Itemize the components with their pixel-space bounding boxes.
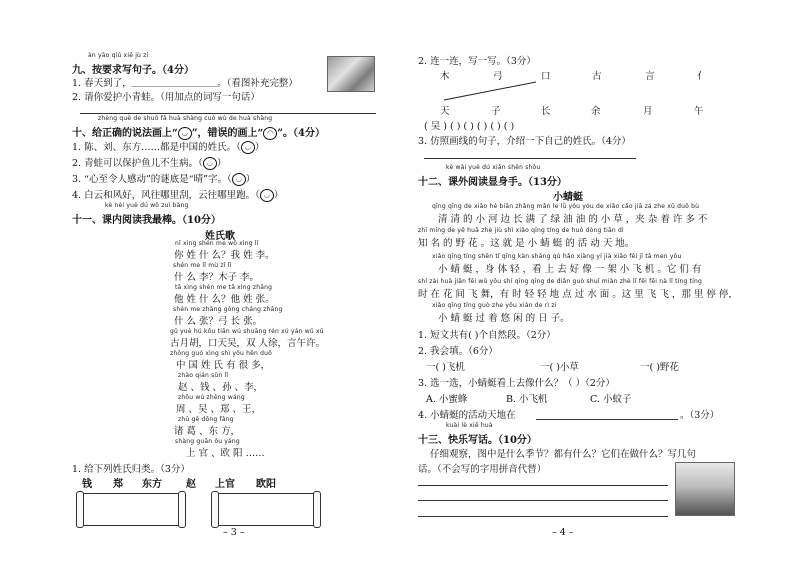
story-q4-end: 。（3分） bbox=[680, 410, 720, 421]
q9-item-2: 2. 请你爱护小青蛙。（用加点的词写一句话） bbox=[72, 92, 260, 103]
poem-py-9: zhū gě dōng fāng bbox=[178, 416, 234, 423]
story-line-2: 知 名 的 野 花 。这 就 是 小 蜻 蜓 的 活 动 天 地。 bbox=[418, 238, 635, 249]
poem-line-5: 古月胡，口天吴，双 人徐，言午许。 bbox=[170, 338, 326, 349]
q13-pinyin: kuài lè xiě huà bbox=[446, 422, 493, 429]
story-q3: 3. 选一选，小蜻蜓看上去像什么？（ ）（2分） bbox=[418, 378, 615, 389]
poem-line-8: 周 、吴 、郑 、王， bbox=[176, 404, 262, 415]
poem-line-10: 上 官 、欧 阳 …… bbox=[186, 448, 265, 459]
writing-line[interactable] bbox=[418, 516, 668, 517]
q2-title: 2. 连一连，写一写。（3分） bbox=[418, 56, 536, 67]
q11-item-1: 1. 给下列姓氏归类。（3分） bbox=[72, 464, 190, 475]
poem-py-5: gǔ yuè hú kǒu tiān wú shuāng rén xú yán wǔ xǔ bbox=[170, 328, 324, 335]
sad-face-icon: ◠ bbox=[263, 127, 277, 140]
q9-title: 九、按要求写句子。（4分） bbox=[72, 65, 194, 76]
smile-face-icon: ◡ bbox=[178, 127, 192, 140]
q9-pinyin: àn yāo qiú xiě jù zi bbox=[88, 52, 149, 59]
bottom-char-6: 午 bbox=[694, 106, 704, 117]
poem-line-7: 赵 、钱 、孙 、李， bbox=[178, 382, 264, 393]
q12-pinyin: kè wài yuè dú xiǎn shēn shǒu bbox=[446, 164, 541, 171]
poem-py-2: shén me lǐ mù zǐ lǐ bbox=[173, 262, 232, 269]
q10-title-end: ”。（4分） bbox=[277, 128, 325, 139]
story-line-1: 清 清 的 小 河 边 长 满 了 绿 油 油 的 小 草 ，夹 杂 着 许 多 不 bbox=[438, 214, 708, 225]
page-number-3: – 3 – bbox=[223, 527, 245, 538]
q13-title: 十三、快乐写话。（10分） bbox=[418, 435, 537, 446]
poem-line-6: 中 国 姓 氏 有 很 多， bbox=[176, 360, 271, 371]
q10-item-4: 4. 白云和风好，风往哪里刮，云往哪里跑。（ ◡ ） bbox=[72, 190, 284, 201]
q10-title-start: 十、给正确的说法画上“ bbox=[72, 128, 178, 139]
q13-text-1: 仔细观察，图中是什么季节？都有什么？它们在做什么？写几句 bbox=[430, 449, 697, 460]
answer-line bbox=[536, 419, 678, 420]
top-char-2: 弓 bbox=[493, 71, 503, 82]
surname-4: 赵 bbox=[186, 479, 196, 490]
answer-line bbox=[80, 113, 376, 114]
surname-6: 欧阳 bbox=[256, 479, 276, 490]
smile-face-icon: ◡ bbox=[260, 189, 274, 202]
q10-item-2: 2. 青蛙可以保护鱼儿不生病。（ ◡ ） bbox=[72, 158, 227, 169]
poem-py-8: zhōu wú zhèng wáng bbox=[178, 394, 245, 401]
winter-scene-picture bbox=[675, 462, 735, 516]
story-q1: 1. 短文共有( )个自然段。（2分） bbox=[418, 330, 556, 341]
top-char-6: 亻 bbox=[697, 71, 707, 82]
story-title: 小蜻蜓 bbox=[553, 192, 583, 203]
surname-2: 郑 bbox=[113, 479, 123, 490]
smile-face-icon: ◡ bbox=[241, 141, 255, 154]
option-c: C. 小蚊子 bbox=[590, 394, 632, 405]
smile-face-icon: ◡ bbox=[232, 173, 246, 186]
fill-3: 一( )野花 bbox=[640, 362, 679, 373]
option-a: A. 小蜜蜂 bbox=[426, 394, 468, 405]
bottom-char-4: 余 bbox=[591, 106, 601, 117]
q10-title bbox=[72, 124, 325, 140]
story-py-3: xiǎo qīng tíng shēn tǐ qīng kàn shàng qù hǎo xiàng yí jià xiǎo fēi jī tā men yǒu bbox=[432, 253, 682, 260]
writing-line[interactable] bbox=[418, 500, 668, 501]
story-py-4: shí zài huā jiān fēi wǔ yǒu shí qīng qīng de diǎn guò shuǐ miàn zhè lǐ fēi fēi nà lǐ tíng tíng bbox=[418, 278, 703, 285]
poem-title: 姓氏歌 bbox=[205, 231, 235, 242]
q11-title: 十一、课内阅读我最棒。（10分） bbox=[72, 215, 221, 226]
smile-face-icon: ◡ bbox=[203, 157, 217, 170]
q10-pinyin: zhèng què de shuō fǎ huà shàng cuò wù de huà shàng bbox=[98, 115, 273, 122]
story-line-4: 时 在 花 间 飞 舞，有 时 轻 轻 地 点 过 水 面 。这 里 飞 飞 ，那 里 停 停， bbox=[418, 289, 738, 300]
surname-1: 钱 bbox=[82, 479, 92, 490]
poem-line-2: 什 么 李？木子 李。 bbox=[174, 272, 260, 283]
blossom-picture bbox=[327, 56, 375, 92]
fill-2: 一( )小草 bbox=[540, 362, 579, 373]
top-char-4: 古 bbox=[592, 71, 602, 82]
poem-line-4: 什 么 张？弓 长 张。 bbox=[174, 316, 263, 327]
answer-line bbox=[424, 158, 636, 159]
bottom-char-5: 月 bbox=[643, 106, 653, 117]
q10-item-3: 3. “心至令人感动”的谜底是“晴”字。（ ◡ ） bbox=[72, 174, 256, 185]
bottom-char-3: 长 bbox=[541, 106, 551, 117]
story-py-2: zhī míng de yě huā zhè jiù shì xiǎo qīng tíng de huó dòng tiān dì bbox=[418, 227, 624, 234]
story-q2: 2. 我会填。（6分） bbox=[418, 346, 498, 357]
paren-answer-row: ( 吴 ) ( ) ( ) ( ) ( ) ( ) bbox=[424, 121, 515, 132]
page-number-4: – 4 – bbox=[552, 527, 574, 538]
bottom-char-1: 天 bbox=[440, 106, 450, 117]
poem-py-1: nǐ xìng shén me wǒ xìng lǐ bbox=[175, 240, 259, 247]
poem-line-1: 你 姓 什 么？我 姓 李。 bbox=[174, 250, 275, 261]
answer-scroll-1[interactable] bbox=[81, 493, 181, 526]
answer-scroll-2[interactable] bbox=[216, 493, 316, 526]
poem-line-3: 他 姓 什 么？他 姓 张。 bbox=[174, 294, 275, 305]
fill-1: 一( )飞机 bbox=[426, 362, 465, 373]
story-line-3: 小 蜻 蜓 ，身 体 轻 ，看 上 去 好 像 一 架 小 飞 机 。它 们 有 bbox=[438, 264, 702, 275]
bottom-char-2: 子 bbox=[491, 106, 501, 117]
poem-py-7: zhào qián sūn lǐ bbox=[178, 372, 229, 379]
option-b: B. 小飞机 bbox=[506, 394, 548, 405]
surname-5: 上官 bbox=[215, 479, 235, 490]
top-char-3: 口 bbox=[541, 71, 551, 82]
q13-text-2: 话。（不会写的字用拼音代替） bbox=[418, 464, 547, 475]
poem-py-10: shàng guān ōu yáng bbox=[175, 438, 240, 445]
top-char-5: 言 bbox=[645, 71, 655, 82]
story-line-5: 小 蜻 蜓 过 着 悠 闲 的 日 子。 bbox=[438, 313, 570, 324]
surname-3: 东方 bbox=[142, 479, 162, 490]
poem-py-3: tā xìng shén me tā xìng zhāng bbox=[175, 284, 273, 291]
q11-pinyin: kè nèi yuè dú wǒ zuì bàng bbox=[105, 202, 189, 209]
story-py-1: qīng qīng de xiǎo hé biān zhǎng mǎn le lǜ yóu yóu de xiǎo cǎo jiā zá zhe xǔ duō bù bbox=[432, 203, 700, 210]
story-q4: 4. 小蜻蜓的活动天地在 bbox=[418, 410, 516, 421]
q9-item-1: 1. 春天到了，＿＿＿＿＿＿＿＿＿。（看图补充完整） bbox=[72, 78, 298, 89]
poem-line-9: 诸 葛 、东 方， bbox=[174, 426, 241, 437]
story-py-5: xiǎo qīng tíng guò zhe yōu xián de rì zi bbox=[432, 302, 557, 309]
top-char-1: 木 bbox=[440, 71, 450, 82]
writing-line[interactable] bbox=[418, 485, 668, 486]
q3-text: 3. 仿照画线的句子，介绍一下自己的姓氏。（4分） bbox=[418, 136, 631, 147]
poem-py-6: zhōng guó xìng shì yǒu hěn duō bbox=[170, 350, 272, 357]
q10-item-1: 1. 陈、刘、东方……都是中国的姓氏。（ ◡ ） bbox=[72, 142, 265, 153]
q10-title-mid: ”，错误的画上“ bbox=[191, 128, 264, 139]
q12-title: 十二、课外阅读显身手。（13分） bbox=[418, 177, 567, 188]
poem-py-4: shén me zhāng gōng cháng zhāng bbox=[173, 306, 283, 313]
